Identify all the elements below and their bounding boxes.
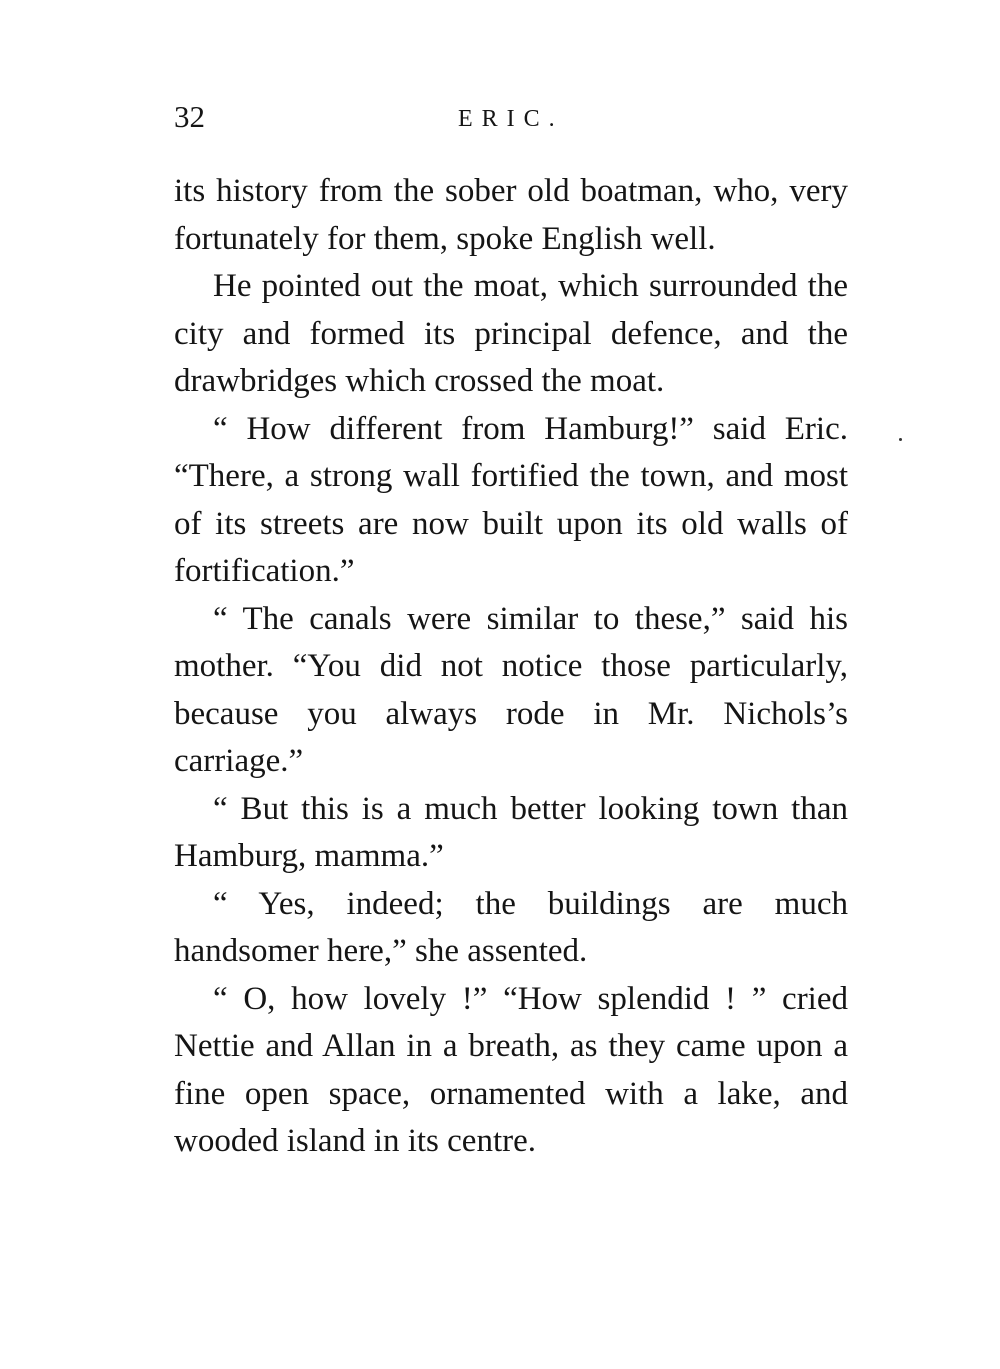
ink-speck	[899, 438, 902, 441]
paragraph: “ O, how lovely !” “How splendid ! ” cried Nettie and Allan in a breath, as they came upon a fine open space, ornamented with a lake, and wooded island in its centre.	[174, 980, 848, 1159]
page-number: 32	[174, 99, 205, 134]
paragraph: “ But this is a much better looking town than Hamburg, mamma.”	[174, 790, 848, 874]
paragraph: “ How different from Hamburg!” said Eric. “There, a strong wall fortified the town, and most of its streets are now built upon its old walls of fortification.”	[174, 410, 848, 589]
paragraph: “ The canals were similar to these,” said his mother. “You did not notice those particularly, because you always rode in Mr. Nichols’s carriage.”	[174, 600, 848, 779]
paragraph: He pointed out the moat, which surrounded the city and formed its principal defence, and the drawbridges which crossed the moat.	[174, 268, 848, 399]
paragraph: its history from the sober old boatman, who, very fortunately for them, spoke English well.	[174, 173, 848, 257]
running-head: ERIC.	[458, 106, 564, 132]
paragraph: “ Yes, indeed; the buildings are much handsomer here,” she assented.	[174, 885, 848, 969]
body-text	[174, 168, 848, 1166]
page-header	[174, 92, 848, 142]
